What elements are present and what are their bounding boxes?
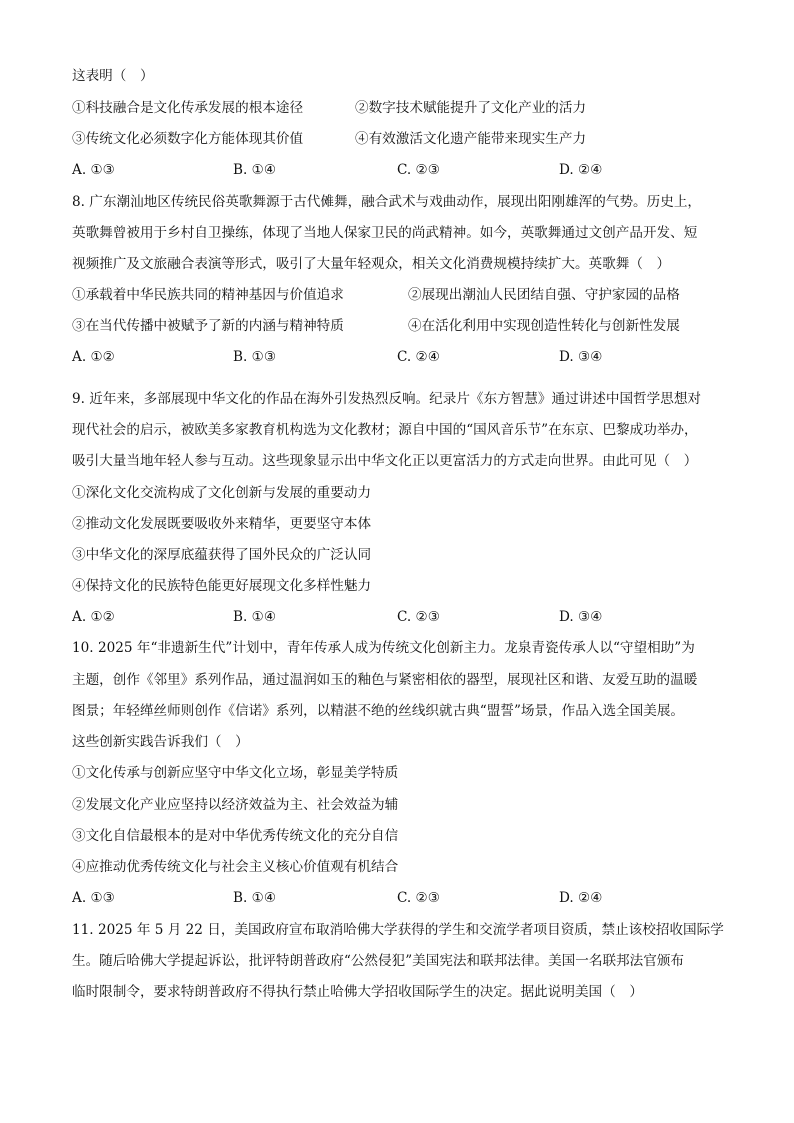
q11-stem-line-2: 生。随后哈佛大学提起诉讼，批评特朗普政府“公然侵犯”美国宪法和联邦法律。美国一名联邦法官颁布 <box>72 953 685 969</box>
q10-choice-b[interactable]: B. ①④ <box>233 890 277 906</box>
q9-item-4: ④保持文化的民族特色能更好展现文化多样性魅力 <box>72 578 372 594</box>
q8-items-row-2 <box>72 316 732 336</box>
q7-item-2: ②数字技术赋能提升了文化产业的活力 <box>355 100 587 116</box>
q10-choice-d[interactable]: D. ②④ <box>559 890 603 906</box>
q7-item-1: ①科技融合是文化传承发展的根本途径 <box>72 100 304 116</box>
q8-item-1: ①承载着中华民族共同的精神基因与价值追求 <box>72 287 344 303</box>
q10-item-2: ②发展文化产业应坚持以经济效益为主、社会效益为辅 <box>72 797 399 813</box>
q7-choices <box>72 160 732 180</box>
q9-choice-d[interactable]: D. ③④ <box>559 609 603 625</box>
q9-item-2: ②推动文化发展既要吸收外来精华，更要坚守本体 <box>72 516 372 532</box>
q9-choice-c[interactable]: C. ②③ <box>397 609 440 625</box>
q9-choice-a[interactable]: A. ①② <box>72 609 115 625</box>
q10-item-4: ④应推动优秀传统文化与社会主义核心价值观有机结合 <box>72 859 399 875</box>
q8-stem-line-1: 8. 广东潮汕地区传统民俗英歌舞源于古代傩舞，融合武术与戏曲动作，展现出阳刚雄浑的气势。历史上， <box>72 194 702 210</box>
q9-item-1: ①深化文化交流构成了文化创新与发展的重要动力 <box>72 485 372 501</box>
q9-stem-line-1: 9. 近年来，多部展现中华文化的作品在海外引发热烈反响。纪录片《东方智慧》通过讲述中国哲学思想对 <box>72 391 702 407</box>
q8-item-2: ②展现出潮汕人民团结自强、守护家园的品格 <box>408 287 680 303</box>
q8-choice-a[interactable]: A. ①② <box>72 349 115 365</box>
q8-choices <box>72 347 732 367</box>
q10-item-3: ③文化自信最根本的是对中华优秀传统文化的充分自信 <box>72 828 399 844</box>
q9-stem-line-3: 吸引大量当地年轻人参与互动。这些现象显示出中华文化正以更富活力的方式走向世界。由此可见（ ） <box>72 453 698 469</box>
q10-choices <box>72 888 732 908</box>
q10-choice-a[interactable]: A. ①③ <box>72 890 115 906</box>
q7-choice-d[interactable]: D. ②④ <box>559 162 603 178</box>
q10-stem-line-3: 图景；年轻缂丝师则创作《信诺》系列，以精湛不绝的丝线织就古典“盟誓”场景，作品入选全国美展。 <box>72 703 685 719</box>
q9-item-3: ③中华文化的深厚底蕴获得了国外民众的广泛认同 <box>72 547 372 563</box>
q9-choice-b[interactable]: B. ①④ <box>233 609 277 625</box>
q10-item-1: ①文化传承与创新应坚守中华文化立场，彰显美学特质 <box>72 765 399 781</box>
q7-item-3: ③传统文化必须数字化方能体现其价值 <box>72 131 304 147</box>
q8-items-row-1 <box>72 285 732 305</box>
q11-stem-line-3: 临时限制令，要求特朗普政府不得执行禁止哈佛大学招收国际学生的决定。据此说明美国（ ） <box>72 984 643 1000</box>
q7-choice-a[interactable]: A. ①③ <box>72 162 115 178</box>
q8-item-3: ③在当代传播中被赋予了新的内涵与精神特质 <box>72 318 344 334</box>
q7-item-4: ④有效激活文化遗产能带来现实生产力 <box>355 131 587 147</box>
q7-items-row-1 <box>72 98 732 118</box>
q8-stem-line-3: 视频推广及文旅融合表演等形式，吸引了大量年轻观众，相关文化消费规模持续扩大。英歌舞（ ） <box>72 256 671 272</box>
q8-item-4: ④在活化利用中实现创造性转化与创新性发展 <box>408 318 680 334</box>
q8-choice-b[interactable]: B. ①③ <box>233 349 277 365</box>
q10-choice-c[interactable]: C. ②③ <box>397 890 440 906</box>
q7-choice-b[interactable]: B. ①④ <box>233 162 277 178</box>
q10-stem-line-4: 这些创新实践告诉我们（ ） <box>72 734 249 750</box>
q8-stem-line-2: 英歌舞曾被用于乡村自卫操练，体现了当地人保家卫民的尚武精神。如今，英歌舞通过文创产品开发、短 <box>72 225 698 241</box>
q9-choices <box>72 607 732 627</box>
q11-stem-line-1: 11. 2025 年 5 月 22 日，美国政府宣布取消哈佛大学获得的学生和交流学者项目资质，禁止该校招收国际学 <box>72 922 724 938</box>
q10-stem-line-2: 主题，创作《邻里》系列作品，通过温润如玉的釉色与紧密相依的器型，展现社区和谐、友爱互助的温暖 <box>72 672 698 688</box>
q7-stem-tail: 这表明（ ） <box>72 68 154 84</box>
q8-choice-d[interactable]: D. ③④ <box>559 349 603 365</box>
q7-items-row-2 <box>72 129 732 149</box>
q7-choice-c[interactable]: C. ②③ <box>397 162 440 178</box>
q10-stem-line-1: 10. 2025 年“非遗新生代”计划中，青年传承人成为传统文化创新主力。龙泉青瓷传承人以“守望相助”为 <box>72 640 695 656</box>
q9-stem-line-2: 现代社会的启示，被欧美多家教育机构选为文化教材；源自中国的“国风音乐节”在东京、巴黎成功举办， <box>72 422 698 438</box>
q8-choice-c[interactable]: C. ②④ <box>397 349 440 365</box>
